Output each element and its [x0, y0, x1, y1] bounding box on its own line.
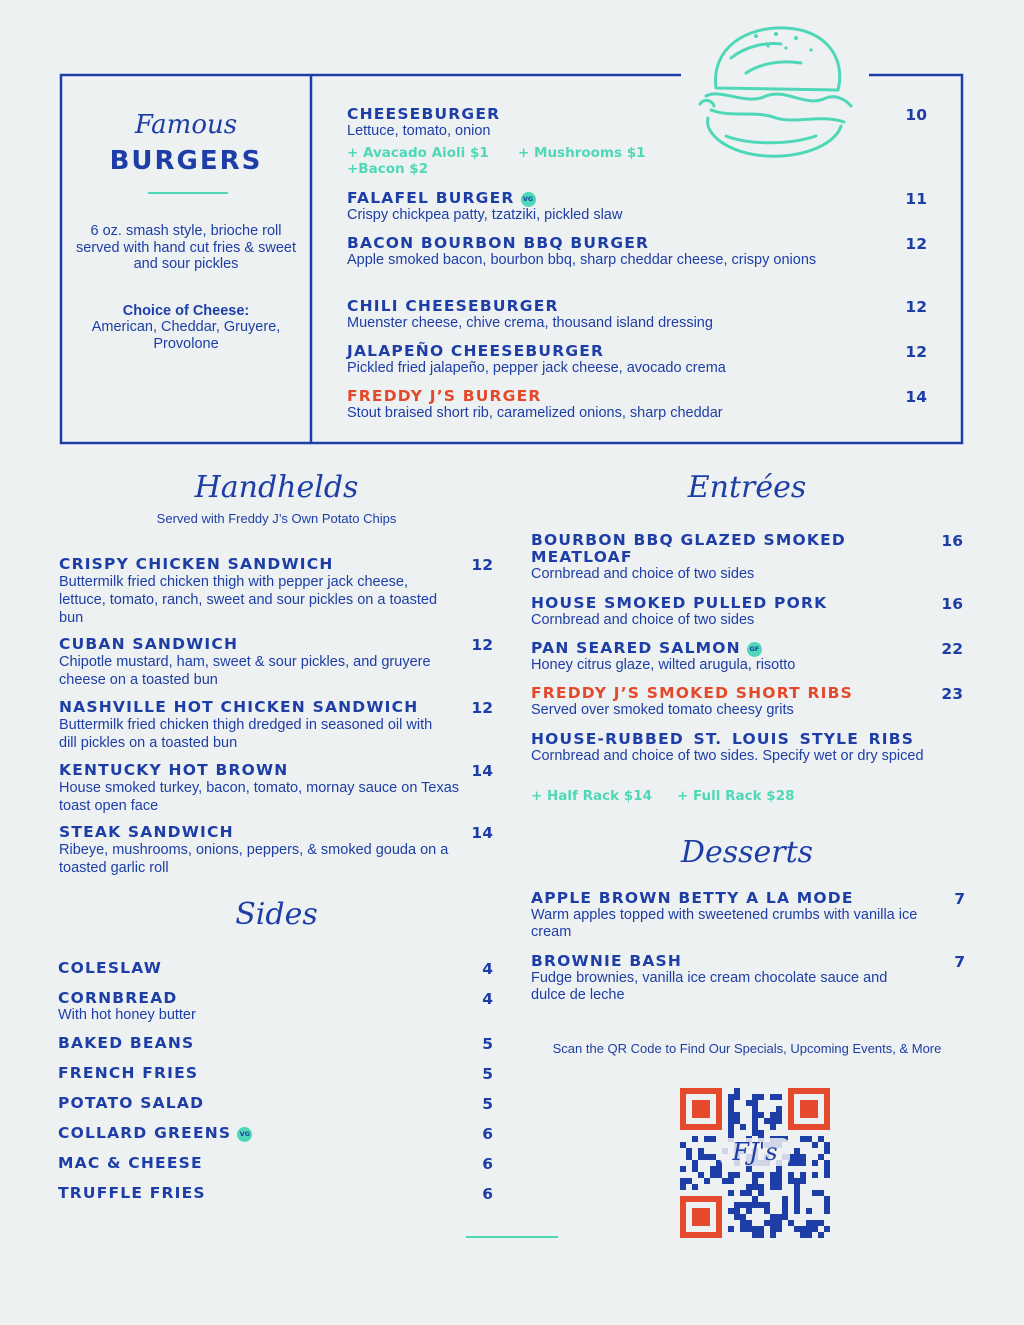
item-name: CHEESEBURGER: [347, 105, 501, 123]
qr-module: [746, 1190, 752, 1196]
qr-module: [740, 1220, 746, 1226]
menu-item: [347, 343, 927, 377]
item-name: HOUSE SMOKED PULLED PORK: [531, 594, 828, 612]
addon-bacon: +Bacon $2: [347, 161, 429, 177]
qr-module: [818, 1232, 824, 1238]
footer-divider: [466, 1236, 558, 1238]
menu-item: [531, 731, 963, 765]
qr-module: [752, 1124, 758, 1130]
qr-module: [788, 1178, 794, 1184]
qr-module: [776, 1106, 782, 1112]
item-name: BROWNIE BASH: [531, 952, 683, 970]
qr-module: [758, 1184, 764, 1190]
qr-module: [776, 1178, 782, 1184]
burgers-intro: 6 oz. smash style, brioche roll served with hand cut fries & sweet and sour pickles: [75, 223, 297, 272]
qr-module: [680, 1142, 686, 1148]
entrees-title: Entrées: [687, 470, 807, 505]
qr-module: [698, 1154, 704, 1160]
qr-module: [824, 1202, 830, 1208]
menu-item: [531, 685, 963, 719]
item-price: 16: [941, 595, 963, 613]
qr-module: [752, 1184, 758, 1190]
item-price: 23: [941, 685, 963, 703]
qr-module: [794, 1190, 800, 1196]
qr-module: [734, 1208, 740, 1214]
qr-module: [692, 1136, 698, 1142]
menu-item: [347, 106, 927, 140]
qr-module: [752, 1196, 758, 1202]
menu-item: [347, 190, 927, 224]
item-name: KENTUCKY HOT BROWN: [59, 761, 289, 779]
qr-module: [800, 1172, 806, 1178]
qr-module: [734, 1088, 740, 1094]
item-price: 6: [482, 1185, 493, 1203]
sides-title: Sides: [235, 897, 318, 932]
qr-module: [770, 1118, 776, 1124]
qr-module: [728, 1094, 734, 1100]
menu-item: [531, 532, 963, 583]
qr-module: [758, 1130, 764, 1136]
qr-module: [806, 1226, 812, 1232]
menu-item: [59, 636, 493, 689]
menu-item: [347, 388, 927, 422]
menu-item: [347, 298, 927, 332]
item-price: 10: [905, 106, 927, 124]
qr-module: [788, 1220, 794, 1226]
qr-module: [818, 1154, 824, 1160]
cheese-label: Choice of Cheese:: [122, 303, 250, 319]
qr-module: [728, 1172, 734, 1178]
qr-module: [680, 1184, 686, 1190]
qr-module: [812, 1190, 818, 1196]
side-item: [58, 1125, 493, 1142]
addon-full-rack: + Full Rack $28: [677, 788, 795, 804]
qr-module: [794, 1154, 800, 1160]
item-price: 16: [941, 532, 963, 550]
qr-code-icon[interactable]: [680, 1088, 830, 1238]
qr-module: [710, 1154, 716, 1160]
qr-module: [716, 1172, 722, 1178]
qr-module: [776, 1220, 782, 1226]
qr-module: [692, 1160, 698, 1166]
qr-module: [758, 1112, 764, 1118]
qr-module: [806, 1232, 812, 1238]
addon-half-rack: + Half Rack $14: [531, 788, 652, 804]
qr-module: [794, 1208, 800, 1214]
qr-module: [824, 1142, 830, 1148]
qr-module: [794, 1148, 800, 1154]
item-price: 4: [482, 960, 493, 978]
qr-module: [734, 1172, 740, 1178]
qr-module: [752, 1226, 758, 1232]
item-desc: Lettuce, tomato, onion: [347, 123, 491, 139]
qr-module: [764, 1208, 770, 1214]
item-desc: Ribeye, mushrooms, onions, peppers, & smoked gouda on a toasted garlic roll: [59, 842, 449, 876]
qr-module: [800, 1178, 806, 1184]
cheese-options: American, Cheddar, Gruyere, Provolone: [91, 319, 281, 352]
qr-module: [812, 1172, 818, 1178]
qr-module: [824, 1166, 830, 1172]
qr-module: [806, 1208, 812, 1214]
addon-mushrooms: + Mushrooms $1: [518, 145, 646, 161]
qr-finder-square: [800, 1100, 818, 1118]
qr-module: [746, 1220, 752, 1226]
item-name: NASHVILLE HOT CHICKEN SANDWICH: [59, 698, 419, 716]
qr-module: [818, 1190, 824, 1196]
item-desc: Served over smoked tomato cheesy grits: [531, 702, 794, 718]
qr-module: [758, 1202, 764, 1208]
qr-module: [770, 1112, 776, 1118]
item-price: 5: [482, 1095, 493, 1113]
qr-module: [758, 1190, 764, 1196]
qr-module: [734, 1112, 740, 1118]
qr-module: [752, 1118, 758, 1124]
qr-module: [704, 1136, 710, 1142]
item-price: 12: [471, 699, 493, 717]
menu-item: [59, 824, 493, 877]
qr-module: [680, 1178, 686, 1184]
qr-module: [776, 1184, 782, 1190]
side-item: [58, 1155, 493, 1172]
qr-module: [776, 1214, 782, 1220]
qr-module: [824, 1148, 830, 1154]
qr-module: [746, 1100, 752, 1106]
qr-module: [746, 1208, 752, 1214]
item-desc: Buttermilk fried chicken thigh with pepper jack cheese, lettuce, tomato, ranch, sweet and sour pickles on a toasted bun: [59, 574, 438, 626]
qr-module: [812, 1160, 818, 1166]
qr-module: [752, 1178, 758, 1184]
menu-item: [59, 762, 493, 815]
qr-module: [728, 1178, 734, 1184]
qr-module: [740, 1214, 746, 1220]
qr-module: [686, 1178, 692, 1184]
menu-item: [347, 235, 927, 269]
qr-module: [776, 1172, 782, 1178]
qr-module: [782, 1202, 788, 1208]
qr-module: [806, 1136, 812, 1142]
qr-module: [746, 1184, 752, 1190]
qr-module: [710, 1172, 716, 1178]
item-desc: Cornbread and choice of two sides: [531, 612, 755, 628]
item-desc: Cornbread and choice of two sides: [531, 566, 755, 582]
qr-module: [824, 1226, 830, 1232]
qr-module: [704, 1178, 710, 1184]
qr-module: [776, 1094, 782, 1100]
item-name: BAKED BEANS: [58, 1034, 195, 1052]
qr-module: [734, 1094, 740, 1100]
qr-module: [812, 1142, 818, 1148]
qr-module: [758, 1172, 764, 1178]
qr-module: [752, 1130, 758, 1136]
qr-module: [776, 1166, 782, 1172]
qr-module: [698, 1172, 704, 1178]
item-name: CORNBREAD: [58, 989, 178, 1007]
qr-module: [698, 1148, 704, 1154]
menu-item: [59, 556, 493, 627]
burger-illustration-icon: [686, 18, 866, 168]
item-price: 12: [905, 298, 927, 316]
qr-module: [758, 1094, 764, 1100]
item-desc: Buttermilk fried chicken thigh dredged in seasoned oil with dill pickles on a toasted bun: [59, 717, 433, 751]
item-price: 12: [905, 235, 927, 253]
item-desc: Muenster cheese, chive crema, thousand island dressing: [347, 315, 713, 331]
item-desc: Apple smoked bacon, bourbon bbq, sharp cheddar cheese, crispy onions: [347, 252, 817, 268]
qr-module: [776, 1226, 782, 1232]
qr-module: [824, 1208, 830, 1214]
qr-module: [818, 1136, 824, 1142]
qr-module: [680, 1166, 686, 1172]
qr-module: [770, 1178, 776, 1184]
qr-module: [770, 1220, 776, 1226]
side-item: [58, 990, 493, 1024]
qr-module: [728, 1100, 734, 1106]
qr-module: [722, 1178, 728, 1184]
qr-finder-square: [692, 1100, 710, 1118]
qr-module: [752, 1106, 758, 1112]
item-price: 14: [905, 388, 927, 406]
item-name: FREDDY J’S SMOKED SHORT RIBS: [531, 684, 853, 702]
qr-module: [824, 1196, 830, 1202]
qr-module: [764, 1118, 770, 1124]
qr-module: [728, 1130, 734, 1136]
qr-module: [686, 1148, 692, 1154]
qr-module: [758, 1232, 764, 1238]
qr-module: [824, 1172, 830, 1178]
qr-module: [740, 1124, 746, 1130]
item-desc: Warm apples topped with sweetened crumbs with vanilla ice cream: [531, 907, 918, 940]
menu-item: [531, 953, 965, 1004]
qr-logo: FJ's: [720, 1138, 790, 1166]
qr-module: [794, 1178, 800, 1184]
item-name: CRISPY CHICKEN SANDWICH: [59, 555, 334, 573]
side-item: [58, 1035, 493, 1052]
item-desc: Honey citrus glaze, wilted arugula, risotto: [531, 657, 796, 673]
qr-module: [770, 1214, 776, 1220]
qr-module: [728, 1208, 734, 1214]
item-price: 22: [941, 640, 963, 658]
qr-module: [788, 1172, 794, 1178]
qr-module: [794, 1196, 800, 1202]
qr-module: [800, 1160, 806, 1166]
qr-module: [728, 1112, 734, 1118]
qr-module: [770, 1184, 776, 1190]
item-name: BOURBON BBQ GLAZED SMOKED MEATLOAF: [531, 531, 846, 566]
qr-module: [740, 1202, 746, 1208]
item-name: JALAPEÑO CHEESEBURGER: [347, 342, 605, 360]
qr-module: [728, 1190, 734, 1196]
qr-module: [770, 1172, 776, 1178]
qr-module: [740, 1190, 746, 1196]
qr-module: [746, 1166, 752, 1172]
menu-item: [531, 890, 965, 941]
item-name: CUBAN SANDWICH: [59, 635, 239, 653]
item-name: FALAFEL BURGER: [347, 189, 515, 207]
menu-item: [59, 699, 493, 752]
item-price: 5: [482, 1035, 493, 1053]
qr-module: [812, 1226, 818, 1232]
qr-module: [692, 1184, 698, 1190]
qr-module: [710, 1136, 716, 1142]
qr-module: [764, 1220, 770, 1226]
item-price: 5: [482, 1065, 493, 1083]
burgers-title-underline: [148, 192, 228, 194]
qr-module: [746, 1202, 752, 1208]
desserts-title: Desserts: [680, 835, 814, 870]
qr-module: [800, 1232, 806, 1238]
item-name: COLLARD GREENS: [58, 1124, 232, 1142]
qr-module: [752, 1094, 758, 1100]
qr-module: [752, 1202, 758, 1208]
qr-module: [794, 1226, 800, 1232]
item-desc: Cornbread and choice of two sides. Specify wet or dry spiced: [531, 748, 924, 764]
qr-module: [776, 1118, 782, 1124]
menu-item: [531, 595, 963, 629]
item-name: CHILI CHEESEBURGER: [347, 297, 559, 315]
item-name: PAN SEARED SALMON: [531, 639, 741, 657]
item-desc: Fudge brownies, vanilla ice cream chocolate sauce and dulce de leche: [531, 970, 888, 1003]
qr-module: [734, 1214, 740, 1220]
item-name: TRUFFLE FRIES: [58, 1184, 206, 1202]
qr-module: [752, 1232, 758, 1238]
addon-aioli: + Avacado Aioli $1: [347, 145, 489, 161]
qr-module: [692, 1166, 698, 1172]
qr-module: [758, 1226, 764, 1232]
handhelds-subtitle: Served with Freddy J’s Own Potato Chips: [156, 511, 397, 526]
qr-module: [818, 1220, 824, 1226]
item-name: POTATO SALAD: [58, 1094, 205, 1112]
qr-module: [752, 1112, 758, 1118]
qr-module: [752, 1172, 758, 1178]
qr-module: [728, 1118, 734, 1124]
side-item: [58, 1095, 493, 1112]
item-desc: Pickled fried jalapeño, pepper jack cheese, avocado crema: [347, 360, 726, 376]
qr-caption: Scan the QR Code to Find Our Specials, Upcoming Events, & More: [552, 1041, 942, 1056]
item-price: 12: [471, 556, 493, 574]
item-desc: Chipotle mustard, ham, sweet & sour pickles, and gruyere cheese on a toasted bun: [59, 654, 431, 688]
qr-module: [728, 1124, 734, 1130]
qr-module: [770, 1226, 776, 1232]
side-item: [58, 1065, 493, 1082]
item-name: APPLE BROWN BETTY A LA MODE: [531, 889, 854, 907]
burgers-title: BURGERS: [109, 146, 263, 176]
qr-module: [794, 1160, 800, 1166]
qr-module: [728, 1106, 734, 1112]
item-price: 6: [482, 1125, 493, 1143]
item-price: 14: [471, 824, 493, 842]
qr-module: [740, 1226, 746, 1232]
qr-module: [764, 1202, 770, 1208]
qr-module: [770, 1094, 776, 1100]
qr-module: [734, 1118, 740, 1124]
item-price: 7: [954, 953, 965, 971]
vegetarian-badge: VG: [521, 192, 536, 207]
qr-module: [782, 1208, 788, 1214]
qr-module: [800, 1136, 806, 1142]
qr-module: [728, 1226, 734, 1232]
item-price: 14: [471, 762, 493, 780]
qr-module: [782, 1196, 788, 1202]
qr-module: [782, 1214, 788, 1220]
item-price: 12: [905, 343, 927, 361]
qr-module: [734, 1202, 740, 1208]
item-name: HOUSE-RUBBED ST. LOUIS STYLE RIBS: [531, 730, 915, 748]
qr-module: [686, 1154, 692, 1160]
item-name: FREDDY J’S BURGER: [347, 387, 542, 405]
item-desc: Crispy chickpea patty, tzatziki, pickled slaw: [347, 207, 623, 223]
item-desc: House smoked turkey, bacon, tomato, mornay sauce on Texas toast open face: [59, 780, 460, 814]
qr-module: [794, 1202, 800, 1208]
qr-finder-square: [692, 1208, 710, 1226]
qr-module: [794, 1184, 800, 1190]
qr-module: [776, 1112, 782, 1118]
burgers-title-script: Famous: [134, 110, 238, 140]
item-desc: Stout braised short rib, caramelized onions, sharp cheddar: [347, 405, 723, 421]
gluten-free-badge: GF: [747, 642, 762, 657]
qr-module: [770, 1124, 776, 1130]
qr-module: [710, 1166, 716, 1172]
qr-module: [800, 1154, 806, 1160]
qr-module: [704, 1154, 710, 1160]
item-price: 7: [954, 890, 965, 908]
qr-module: [770, 1232, 776, 1238]
qr-module: [800, 1226, 806, 1232]
item-price: 11: [905, 190, 927, 208]
side-item: [58, 960, 493, 977]
menu-item: [531, 640, 963, 674]
qr-module: [806, 1220, 812, 1226]
handhelds-title: Handhelds: [194, 470, 359, 505]
item-price: 12: [471, 636, 493, 654]
item-price: 4: [482, 990, 493, 1008]
item-name: STEAK SANDWICH: [59, 823, 234, 841]
side-item: [58, 1185, 493, 1202]
item-name: COLESLAW: [58, 959, 163, 977]
item-name: FRENCH FRIES: [58, 1064, 199, 1082]
item-name: MAC & CHEESE: [58, 1154, 203, 1172]
item-desc: With hot honey butter: [58, 1007, 196, 1023]
qr-module: [746, 1226, 752, 1232]
item-name: BACON BOURBON BBQ BURGER: [347, 234, 650, 252]
qr-module: [824, 1160, 830, 1166]
vegetarian-badge: VG: [237, 1127, 252, 1142]
item-price: 6: [482, 1155, 493, 1173]
qr-module: [752, 1100, 758, 1106]
qr-module: [812, 1220, 818, 1226]
qr-module: [716, 1166, 722, 1172]
